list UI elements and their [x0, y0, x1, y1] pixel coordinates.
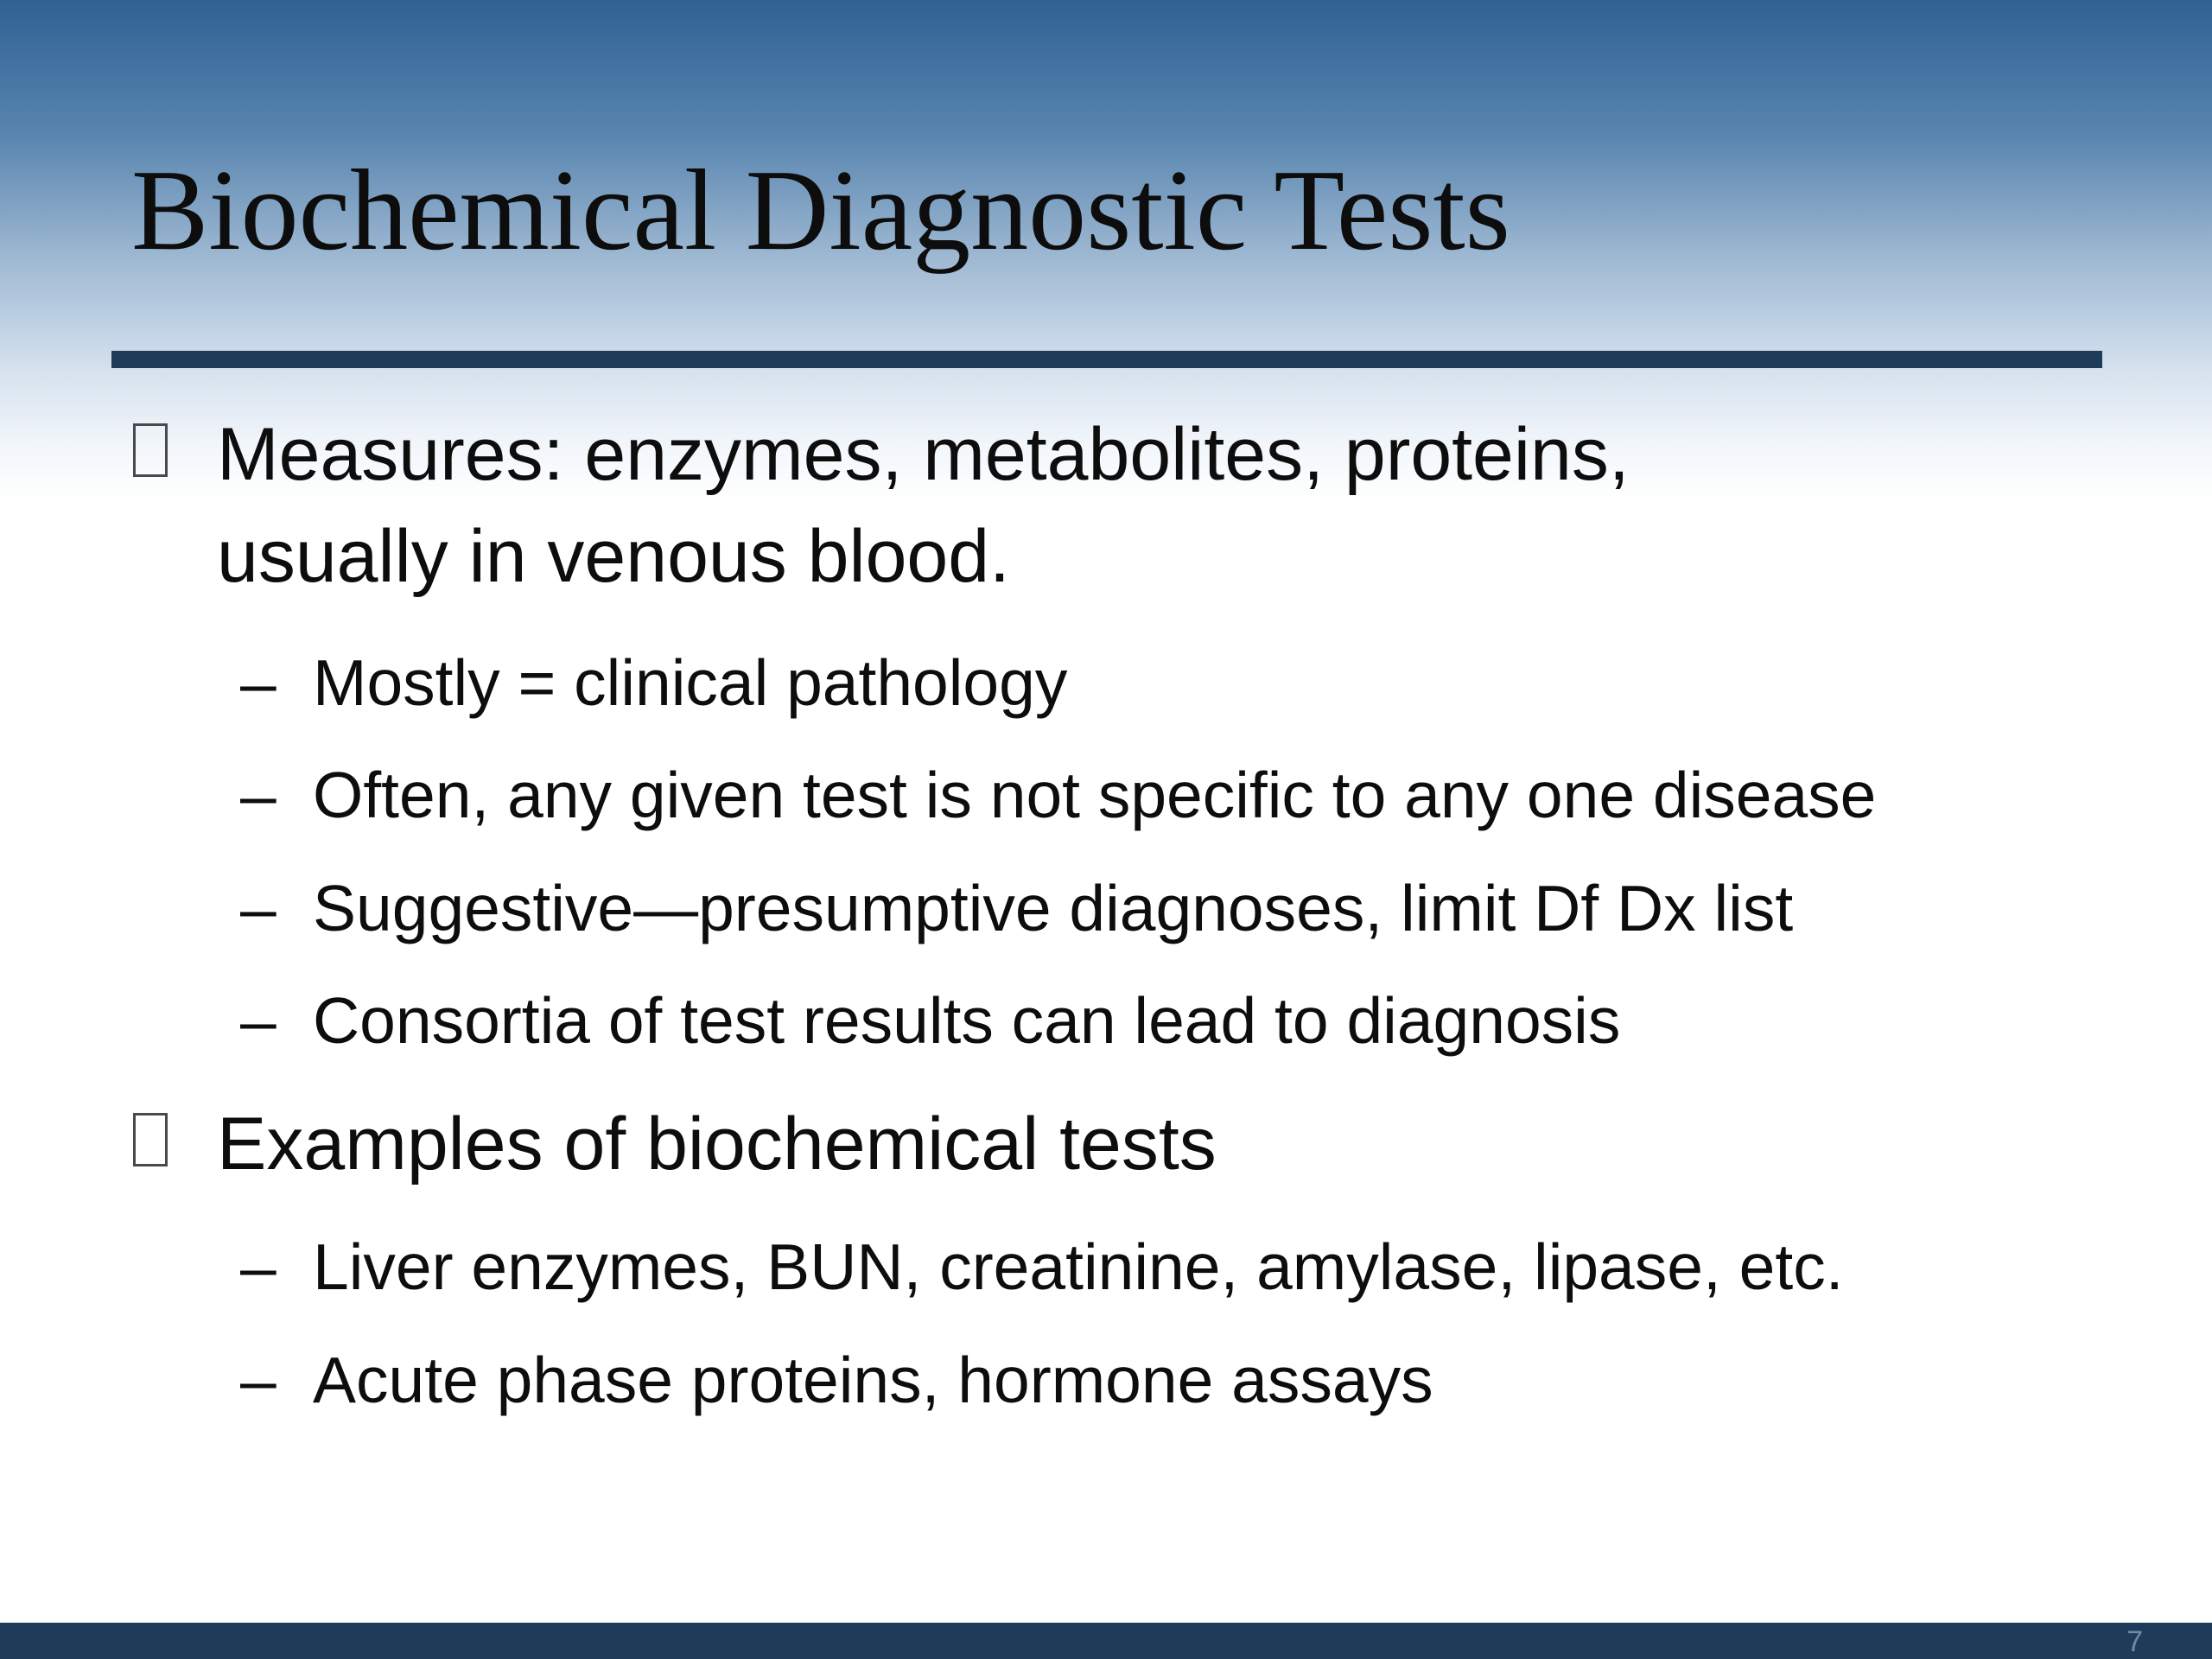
sub-bullet-text: Acute phase proteins, hormone assays [313, 1344, 1433, 1416]
bullet-text-line: Examples of biochemical tests [217, 1103, 1217, 1185]
sub-bullet-text: Suggestive—presumptive diagnoses, limit Df Dx list [313, 872, 1794, 944]
footer-bar [0, 1623, 2212, 1659]
dash-icon: – [240, 646, 276, 719]
sub-bullet-text: Often, any given test is not specific to any one disease [313, 759, 1877, 831]
bullet-text-line: usually in venous blood. [217, 515, 1010, 598]
title-divider [111, 351, 2102, 368]
dash-icon: – [240, 872, 276, 944]
sub-bullet-text: Liver enzymes, BUN, creatinine, amylase, lipase, etc. [313, 1230, 1844, 1303]
bullet-box-icon [133, 1113, 168, 1166]
sub-bullet-text: Consortia of test results can lead to diagnosis [313, 984, 1621, 1057]
page-number: 7 [2126, 1625, 2143, 1658]
sub-bullet-text: Mostly = clinical pathology [313, 646, 1068, 719]
dash-icon: – [240, 1344, 276, 1416]
dash-icon: – [240, 759, 276, 831]
bullet-box-icon [133, 423, 168, 477]
dash-icon: – [240, 1230, 276, 1303]
bullet-text-line: Measures: enzymes, metabolites, proteins, [217, 413, 1630, 496]
slide-title: Biochemical Diagnostic Tests [131, 146, 1510, 274]
dash-icon: – [240, 984, 276, 1057]
